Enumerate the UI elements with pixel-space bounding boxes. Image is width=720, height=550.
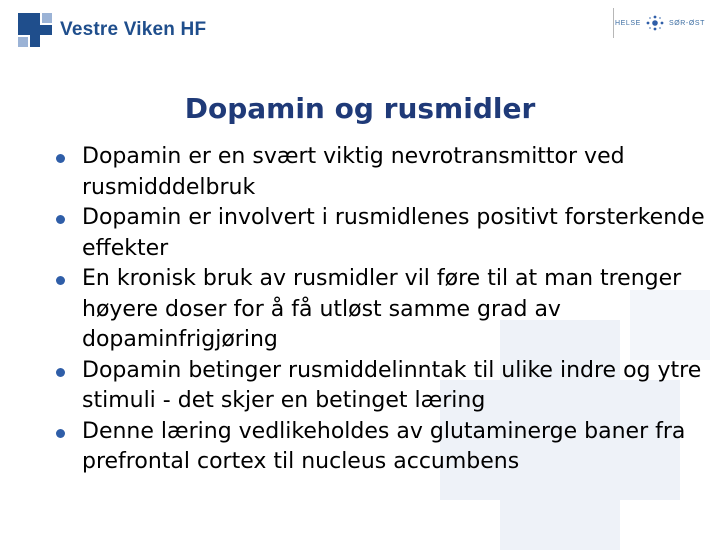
bullet-text: Dopamin er involvert i rusmidlenes positivt forsterkende effekter [82, 205, 705, 261]
org-name: Vestre Viken HF [60, 19, 207, 40]
slide-title: Dopamin og rusmidler [184, 92, 536, 125]
helse-sor-ost-logo [613, 8, 706, 38]
bullet-list [56, 142, 706, 478]
helse-dots-icon [645, 15, 665, 31]
bullet-text: Dopamin betinger rusmiddelinntak til ulike indre og ytre stimuli - det skjer en betinget læring [82, 357, 702, 413]
bullet-item [56, 142, 706, 203]
bullet-text: Dopamin er en svært viktig nevrotransmittor ved rusmidddelbruk [82, 144, 625, 200]
bullet-text: Denne læring vedlikeholdes av glutaminerge baner fra prefrontal cortex til nucleus accumbens [82, 418, 686, 474]
bullet-text: En kronisk bruk av rusmidler vil føre til at man trenger høyere doser for å få utløst samme grad av dopaminfrigjøring [82, 266, 682, 352]
bullet-item [56, 356, 706, 417]
bullet-dot-icon [56, 215, 65, 224]
partner-name-right: SØR-ØST [668, 19, 706, 27]
bullet-dot-icon [56, 154, 65, 163]
bullet-dot-icon [56, 429, 65, 438]
bullet-dot-icon [56, 276, 65, 285]
bullet-item [56, 203, 706, 264]
bullet-dot-icon [56, 368, 65, 377]
vestre-viken-logo [18, 12, 206, 48]
bullet-item [56, 417, 706, 478]
bullet-item [56, 264, 706, 356]
partner-name-left: HELSE [614, 19, 641, 27]
vestre-viken-cross-icon [18, 13, 52, 47]
